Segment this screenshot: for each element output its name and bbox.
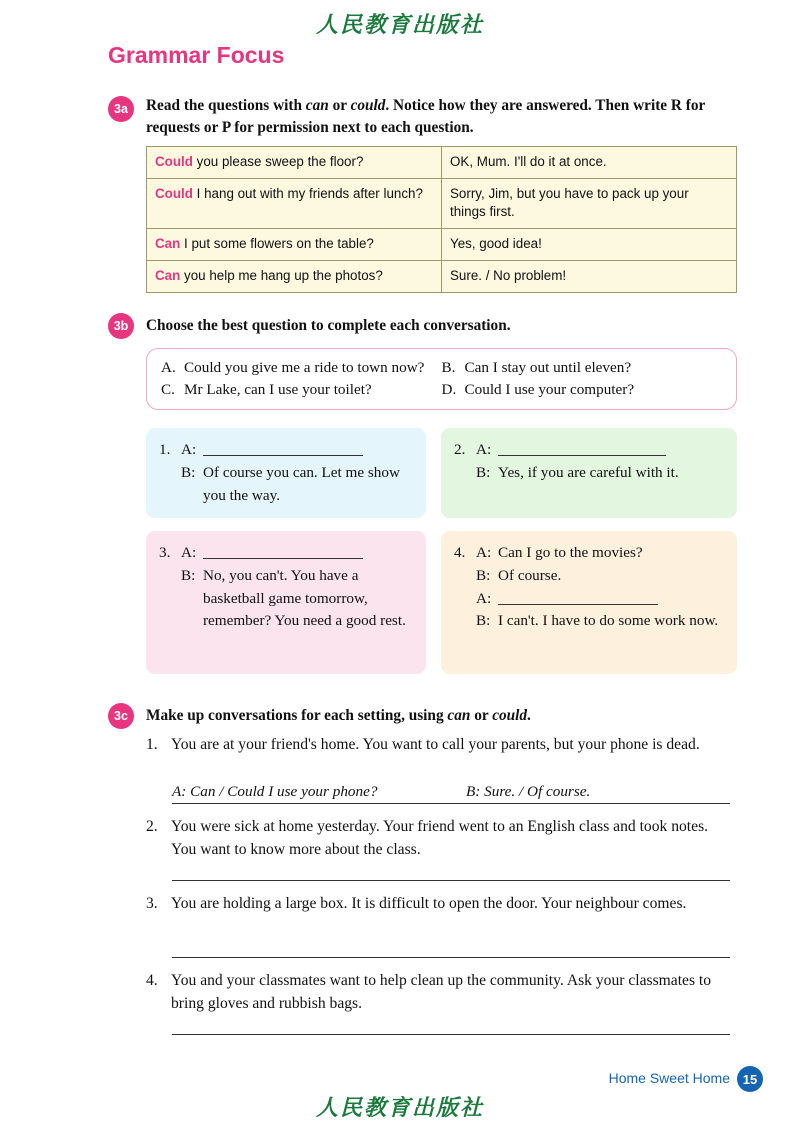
conversation-number: 1.: [159, 441, 171, 458]
spacer: [159, 565, 181, 633]
answer-blank[interactable]: [498, 588, 658, 605]
conversation-line: [159, 542, 413, 565]
conversation-number: 2.: [454, 441, 466, 458]
example-answer-b: B: Sure. / Of course.: [466, 783, 591, 800]
conversation-text: Of course you can. Let me show you the way.: [203, 463, 400, 504]
question-text: you please sweep the floor?: [192, 154, 364, 169]
instruction-3c: [146, 705, 738, 727]
page-number: 15: [737, 1066, 763, 1092]
instruction-3c-part1: Make up conversations for each setting, using: [146, 707, 448, 724]
option-a-letter: A.: [161, 359, 176, 376]
answer-blank[interactable]: [203, 439, 363, 456]
footer-unit-title: Home Sweet Home: [608, 1070, 730, 1086]
instruction-3a-part3: . Notice how they are answered. Then write R for requests or P for permission next to each question.: [146, 97, 706, 136]
keyword: Can: [155, 268, 181, 284]
conversation-text: I can't. I have to do some work now.: [498, 612, 719, 630]
conversation-number: 3.: [159, 544, 171, 561]
speaker-label: B:: [476, 566, 491, 584]
option-d[interactable]: [442, 381, 723, 399]
table-cell-answer: Sure. / No problem!: [442, 261, 737, 293]
option-b-text: Can I stay out until eleven?: [464, 359, 632, 376]
section-badge-3a: 3a: [108, 96, 134, 122]
spacer: [159, 462, 181, 508]
option-c[interactable]: [161, 381, 442, 399]
instruction-3a-part1: Read the questions with: [146, 97, 306, 114]
instruction-3a-keyword-could: could: [350, 97, 386, 114]
option-c-text: Mr Lake, can I use your toilet?: [184, 381, 372, 398]
spacer: [454, 565, 476, 588]
item-text: You are at your friend's home. You want to call your parents, but your phone is dead.: [171, 736, 700, 753]
table-row: [147, 147, 737, 179]
table-cell-answer: OK, Mum. I'll do it at once.: [442, 147, 737, 179]
speaker-label: B:: [181, 463, 196, 481]
question-text: you help me hang up the photos?: [180, 268, 383, 284]
option-b-letter: B.: [441, 359, 456, 376]
setting-item-3: [146, 892, 736, 915]
speaker-label: A:: [476, 441, 492, 458]
item-number: 2.: [146, 818, 158, 835]
question-text: I hang out with my friends after lunch?: [192, 186, 423, 202]
instruction-3a: [146, 95, 738, 138]
speaker-label: A:: [181, 544, 197, 561]
answer-blank[interactable]: [498, 439, 666, 456]
conversation-text: Of course.: [498, 566, 562, 584]
instruction-3c-keyword-can: can: [447, 707, 471, 724]
option-c-letter: C.: [161, 381, 175, 398]
conversation-line: [159, 565, 413, 633]
conversation-line: [454, 610, 724, 633]
keyword: Can: [155, 236, 181, 252]
example-answer-a: A: Can / Could I use your phone?: [172, 783, 378, 800]
option-a[interactable]: [161, 359, 442, 377]
setting-item-4: [146, 969, 736, 1016]
answer-line-3[interactable]: [172, 957, 730, 958]
keyword: Could: [155, 186, 193, 202]
table-cell-question: [147, 261, 442, 293]
setting-item-1: [146, 733, 736, 756]
item-text: You are holding a large box. It is difficult to open the door. Your neighbour comes.: [171, 895, 687, 912]
speaker-label: A:: [181, 441, 197, 458]
conversation-line: [454, 462, 724, 485]
speaker-label: B:: [181, 566, 196, 584]
spacer: [454, 610, 476, 633]
conversation-line: [454, 542, 724, 565]
conversation-text: No, you can't. You have a basketball game tomorrow, remember? You need a good rest.: [203, 566, 406, 630]
spacer: [454, 588, 476, 611]
question-text: I put some flowers on the table?: [180, 236, 374, 252]
answer-line-2[interactable]: [172, 880, 730, 881]
speaker-label: A:: [476, 544, 492, 561]
item-number: 1.: [146, 736, 158, 753]
table-cell-question: [147, 179, 442, 229]
conversation-card-3: [146, 531, 426, 674]
publisher-mark-bottom: 人民教育出版社: [315, 1095, 484, 1120]
page-title: Grammar Focus: [108, 42, 285, 68]
conversation-line: [454, 565, 724, 588]
instruction-3b: Choose the best question to complete each conversation.: [146, 317, 511, 334]
instruction-3a-part2: or: [328, 97, 351, 114]
item-number: 4.: [146, 972, 158, 989]
instruction-3c-keyword-could: could: [492, 707, 528, 724]
table-cell-question: [147, 147, 442, 179]
section-badge-3c: 3c: [108, 703, 134, 729]
instruction-3a-keyword-can: can: [305, 97, 329, 114]
conversation-number: 4.: [454, 544, 466, 561]
conversation-line: [454, 439, 724, 462]
conversation-text: Yes, if you are careful with it.: [498, 463, 679, 481]
answer-line-1[interactable]: [172, 803, 730, 804]
conversation-line: [159, 462, 413, 508]
questions-answers-table: [146, 146, 737, 293]
table-cell-answer: Yes, good idea!: [442, 229, 737, 261]
option-a-text: Could you give me a ride to town now?: [184, 359, 425, 376]
answer-line-4[interactable]: [172, 1034, 730, 1035]
conversation-card-2: [441, 428, 737, 518]
options-box: [146, 348, 737, 410]
instruction-3c-part3: .: [527, 707, 531, 724]
table-cell-answer: Sorry, Jim, but you have to pack up your things first.: [442, 179, 737, 229]
answer-blank[interactable]: [203, 542, 363, 559]
spacer: [454, 462, 476, 485]
keyword: Could: [155, 154, 193, 169]
option-b[interactable]: [442, 359, 723, 377]
conversation-line: [159, 439, 413, 462]
speaker-label: B:: [476, 463, 491, 481]
table-cell-question: [147, 229, 442, 261]
option-d-letter: D.: [441, 381, 457, 398]
table-row: [147, 179, 737, 229]
speaker-label: A:: [476, 589, 492, 607]
setting-item-2: [146, 815, 736, 862]
item-text: You were sick at home yesterday. Your friend went to an English class and took notes. You want to know more about the class.: [171, 818, 709, 859]
item-text: You and your classmates want to help clean up the community. Ask your classmates to bring gloves and rubbish bags.: [171, 972, 712, 1013]
instruction-3c-part2: or: [470, 707, 493, 724]
option-d-text: Could I use your computer?: [464, 381, 635, 398]
conversation-card-4: [441, 531, 737, 674]
publisher-mark-top: 人民教育出版社: [315, 12, 484, 37]
conversation-card-1: [146, 428, 426, 518]
speaker-label: B:: [476, 612, 491, 630]
conversation-text: Can I go to the movies?: [498, 544, 643, 561]
table-row: [147, 229, 737, 261]
item-number: 3.: [146, 895, 158, 912]
table-row: [147, 261, 737, 293]
conversation-line: [454, 588, 724, 611]
section-badge-3b: 3b: [108, 313, 134, 339]
